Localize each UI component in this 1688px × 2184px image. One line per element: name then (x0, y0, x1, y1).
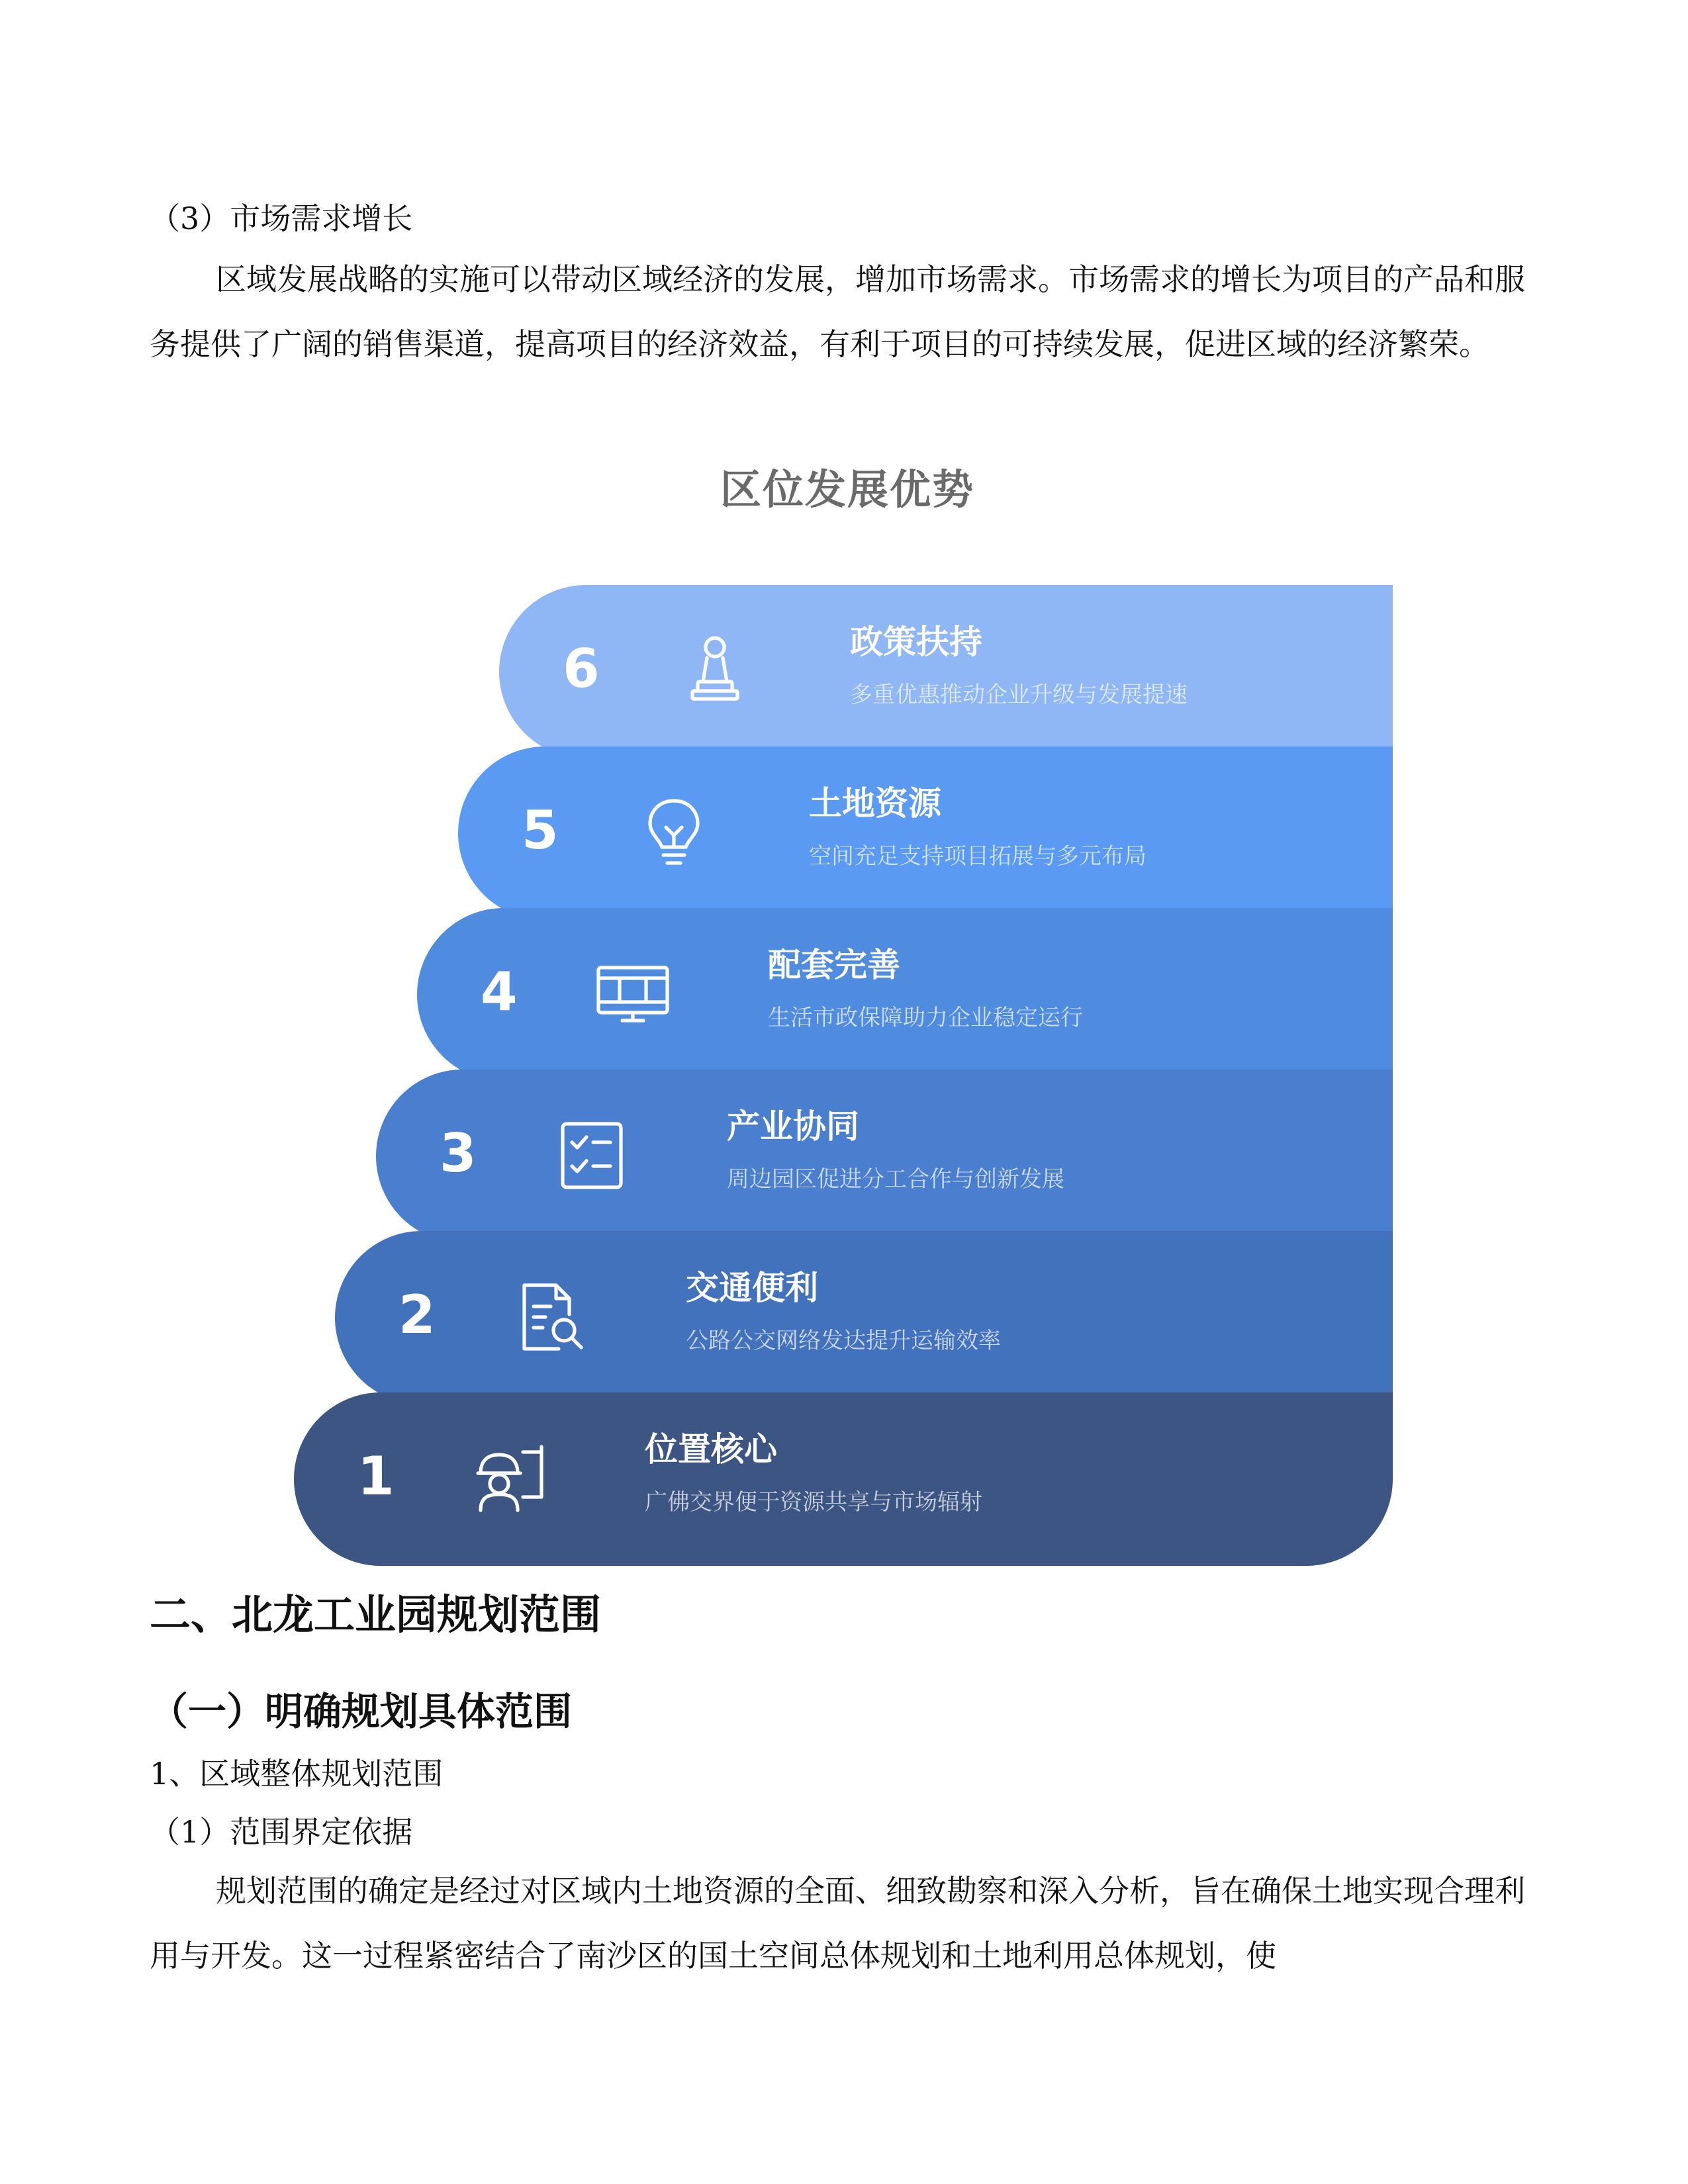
step-number: 4 (481, 961, 518, 1023)
step-label: 配套完善 (768, 946, 900, 984)
step-number: 1 (357, 1445, 395, 1507)
subheading-scope-basis: （1）范围界定依据 (150, 1814, 413, 1850)
advantage-step-2 (335, 1231, 1393, 1404)
step-description: 广佛交界便于资源共享与市场辐射 (645, 1489, 982, 1516)
advantage-step-4 (417, 908, 1393, 1081)
step-label: 交通便利 (686, 1269, 818, 1307)
advantage-step-1 (294, 1392, 1393, 1566)
step-label: 位置核心 (645, 1430, 777, 1469)
step-description: 多重优惠推动企业升级与发展提速 (850, 682, 1188, 708)
lightbulb-icon (632, 790, 716, 875)
step-label: 产业协同 (727, 1107, 859, 1146)
subheading-market-demand: （3）市场需求增长 (150, 201, 413, 236)
advantage-step-5 (458, 747, 1393, 920)
paragraph-market-demand: 区域发展战略的实施可以带动区域经济的发展，增加市场需求。市场需求的增长为项目的产品和服务提供了广阔的销售渠道，提高项目的经济效益，有利于项目的可持续发展，促进区域的经济繁荣。 (150, 261, 1525, 362)
step-label: 政策扶持 (850, 623, 982, 661)
paragraph-scope-basis: 规划范围的确定是经过对区域内土地资源的全面、细致勘察和深入分析，旨在确保土地实现合理利用与开发。这一过程紧密结合了南沙区的国土空间总体规划和土地利用总体规划，使 (150, 1873, 1525, 1974)
checklist-icon (549, 1113, 634, 1198)
step-description: 周边园区促进分工合作与创新发展 (727, 1166, 1064, 1193)
step-description: 生活市政保障助力企业稳定运行 (768, 1005, 1083, 1031)
step-description: 公路公交网络发达提升运输效率 (686, 1328, 1001, 1354)
worker-icon (467, 1436, 552, 1521)
step-number: 2 (399, 1284, 436, 1345)
advantage-step-3 (376, 1069, 1393, 1243)
document-search-icon (508, 1275, 593, 1359)
advantage-step-6 (499, 585, 1393, 758)
step-number: 6 (563, 638, 600, 700)
step-label: 土地资源 (809, 784, 941, 823)
step-number: 3 (440, 1122, 477, 1184)
step-number: 5 (522, 799, 559, 861)
heading-specific-scope: （一）明确规划具体范围 (150, 1689, 573, 1734)
award-icon (673, 629, 757, 713)
monitor-icon (590, 952, 675, 1036)
subheading-overall-scope: 1、区域整体规划范围 (150, 1756, 444, 1792)
figure-title: 区位发展优势 (720, 465, 974, 514)
step-description: 空间充足支持项目拓展与多元布局 (809, 843, 1147, 870)
heading-planning-scope: 二、北龙工业园规划范围 (150, 1590, 602, 1639)
